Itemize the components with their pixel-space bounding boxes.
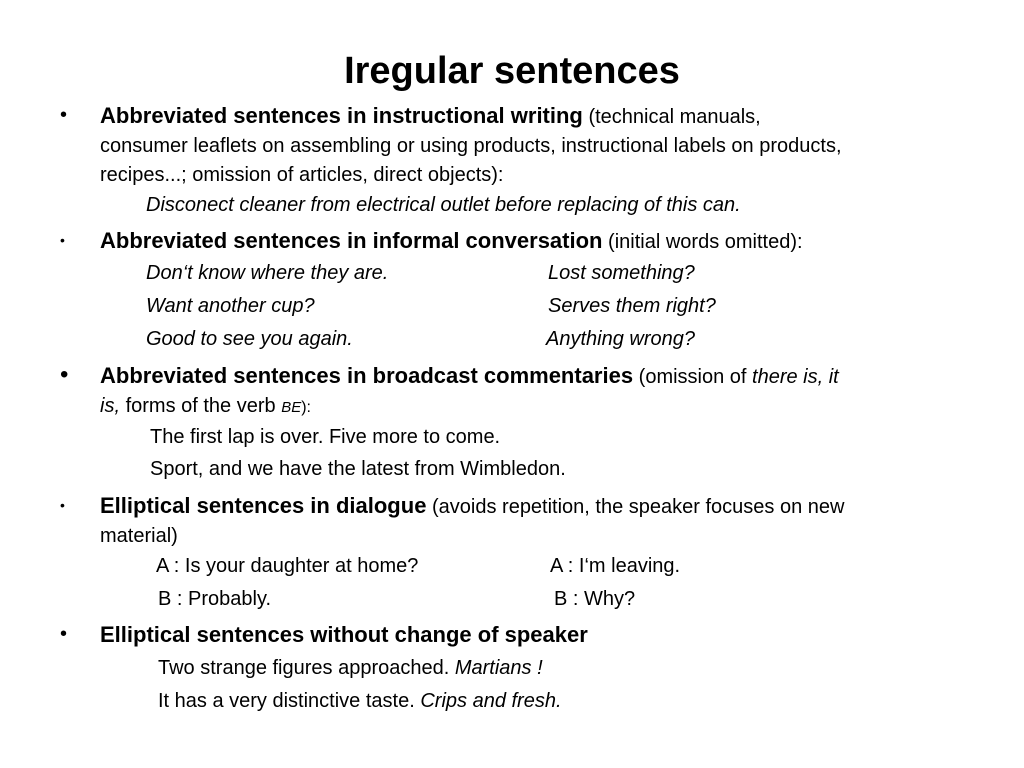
section-2-heading: Abbreviated sentences in informal conversation bbox=[100, 228, 603, 253]
section-2-example-right-3: Anything wrong? bbox=[546, 328, 695, 350]
section-2-example-left-1: Don‘t know where they are. bbox=[146, 262, 389, 284]
section-5-example-1-italic: Martians ! bbox=[454, 657, 543, 679]
section-3-note-italic-1: there is, it bbox=[752, 366, 839, 388]
section-2-example-left-3: Good to see you again. bbox=[146, 328, 353, 350]
section-4-heading: Elliptical sentences in dialogue bbox=[100, 493, 427, 518]
section-2-text bbox=[100, 226, 970, 257]
section-4-example-left-2: B : Probably. bbox=[158, 588, 272, 610]
bullet-4: • bbox=[60, 497, 65, 513]
bullet-5: • bbox=[60, 623, 68, 645]
section-3-example-2: Sport, and we have the latest from Wimbledon. bbox=[150, 458, 566, 480]
section-5-example-2 bbox=[158, 687, 562, 715]
section-1-heading: Abbreviated sentences in instructional writing bbox=[100, 103, 583, 128]
slide-title: Iregular sentences bbox=[344, 50, 680, 92]
section-5-example-1-plain: Two strange figures approached. bbox=[158, 657, 450, 679]
section-2-note: (initial words omitted): bbox=[608, 231, 803, 253]
section-4-text bbox=[100, 491, 970, 551]
section-3-note-mid: forms of the verb bbox=[125, 395, 276, 417]
section-4-example-left-1: A : Is your daughter at home? bbox=[156, 555, 419, 577]
section-5-text bbox=[100, 620, 970, 651]
section-1-note-line1: (technical manuals, bbox=[588, 106, 761, 128]
section-4-example-right-1: A : I‘m leaving. bbox=[550, 555, 681, 577]
section-2-example-right-2: Serves them right? bbox=[548, 295, 716, 317]
bullet-2: • bbox=[60, 232, 65, 248]
section-3-note-open: (omission of bbox=[638, 366, 747, 388]
section-4-note-line1: (avoids repetition, the speaker focuses on new bbox=[432, 496, 845, 518]
section-4-example-right-2: B : Why? bbox=[554, 588, 636, 610]
section-3-example-1: The first lap is over. Five more to come. bbox=[150, 426, 501, 448]
section-4-note-line2: material) bbox=[100, 525, 178, 547]
section-3-note-be: BE bbox=[281, 399, 302, 416]
section-1-example: Disconect cleaner from electrical outlet before replacing of this can. bbox=[146, 194, 741, 216]
section-1-text bbox=[100, 101, 970, 190]
bullet-1: • bbox=[60, 104, 68, 126]
section-2-example-right-1: Lost something? bbox=[548, 262, 695, 284]
section-3-note-close: ): bbox=[301, 399, 311, 416]
section-5-heading: Elliptical sentences without change of speaker bbox=[100, 622, 588, 647]
section-1-note-line3: recipes...; omission of articles, direct objects): bbox=[100, 164, 504, 186]
section-5-example-2-italic: Crips and fresh. bbox=[420, 690, 562, 712]
bullet-3: • bbox=[60, 361, 69, 388]
section-5-example-1 bbox=[158, 654, 543, 682]
section-1-note-line2: consumer leaflets on assembling or using products, instructional labels on products, bbox=[100, 135, 842, 157]
section-2-example-left-2: Want another cup? bbox=[146, 295, 315, 317]
section-3-text bbox=[100, 361, 970, 422]
section-3-note-italic-2: is, bbox=[100, 395, 120, 417]
section-5-example-2-plain: It has a very distinctive taste. bbox=[158, 690, 415, 712]
section-3-heading: Abbreviated sentences in broadcast commentaries bbox=[100, 363, 634, 388]
